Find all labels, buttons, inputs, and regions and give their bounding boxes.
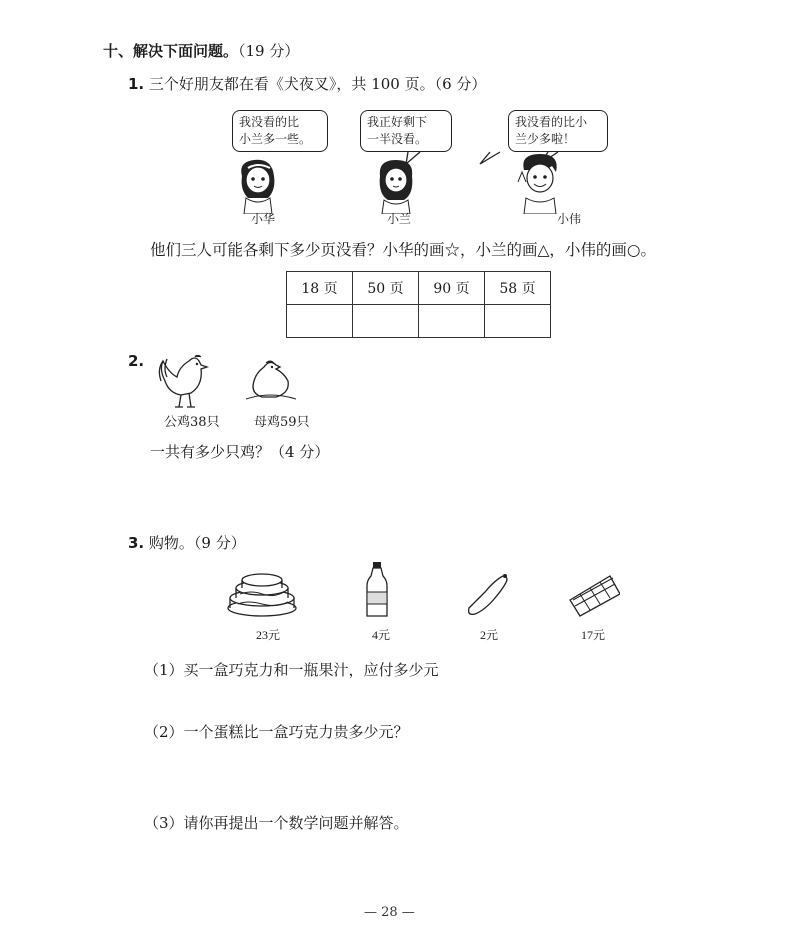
xiaowei-figure bbox=[518, 154, 557, 214]
section-title bbox=[103, 40, 299, 61]
bubble-xiaohua-line1: 我没看的比 bbox=[239, 115, 300, 129]
table-header-cell: 58 页 bbox=[485, 272, 551, 305]
juice-price: 4元 bbox=[372, 628, 391, 642]
pages-table-header-row bbox=[287, 272, 551, 305]
table-header-cell: 50 页 bbox=[353, 272, 419, 305]
q1-instruction: 他们三人可能各剩下多少页没看？小华的画☆，小兰的画△，小伟的画○。 bbox=[150, 241, 656, 259]
bubble-xiaolan-line2: 一半没看。 bbox=[367, 132, 428, 146]
q1-text: 三个好朋友都在看《犬夜叉》，共 100 页。（6 分） bbox=[148, 75, 487, 93]
pages-table bbox=[286, 271, 551, 338]
q3-sub2: （2）一个蛋糕比一盒巧克力贵多少元？ bbox=[144, 723, 409, 741]
xiaolan-figure bbox=[380, 160, 413, 214]
juice-bottle-icon bbox=[367, 562, 387, 616]
caption-xiaolan: 小兰 bbox=[387, 212, 412, 226]
bubble-xiaowei bbox=[508, 110, 608, 152]
cake-icon bbox=[228, 574, 296, 616]
section-score: （19 分） bbox=[238, 42, 300, 60]
hen-label: 母鸡59只 bbox=[254, 415, 310, 430]
bubble-xiaohua-line2: 小兰多一些。 bbox=[239, 132, 312, 146]
q3-sub1: （1）买一盒巧克力和一瓶果汁，应付多少元 bbox=[144, 661, 439, 679]
answer-cell[interactable] bbox=[353, 305, 419, 338]
bubble-xiaolan bbox=[360, 110, 452, 152]
xiaohua-figure bbox=[241, 160, 274, 214]
pages-table-answer-row bbox=[287, 305, 551, 338]
answer-cell[interactable] bbox=[485, 305, 551, 338]
answer-cell[interactable] bbox=[419, 305, 485, 338]
chickens-illustration bbox=[155, 355, 315, 410]
caption-xiaowei: 小伟 bbox=[557, 212, 582, 226]
table-header-cell: 90 页 bbox=[419, 272, 485, 305]
characters-illustration bbox=[228, 150, 628, 214]
section-title-text: 十、解决下面问题。 bbox=[103, 42, 239, 60]
q2-question: 一共有多少只鸡？（4 分） bbox=[150, 443, 330, 461]
hen-icon bbox=[246, 361, 296, 399]
answer-cell[interactable] bbox=[287, 305, 353, 338]
sausage-icon bbox=[469, 574, 507, 614]
sausage-price: 2元 bbox=[480, 628, 499, 642]
caption-xiaohua: 小华 bbox=[251, 212, 276, 226]
bubble-xiaowei-line2: 兰少多啦！ bbox=[515, 132, 576, 146]
rooster-icon bbox=[159, 355, 207, 407]
bubble-xiaolan-line1: 我正好剩下 bbox=[367, 115, 428, 129]
bubble-xiaohua bbox=[232, 110, 328, 152]
cake-price: 23元 bbox=[256, 628, 281, 642]
chocolate-price: 17元 bbox=[581, 628, 606, 642]
bubble-xiaowei-line1: 我没看的比小 bbox=[515, 115, 588, 129]
q3-header bbox=[128, 532, 246, 553]
q3-sub3: （3）请你再提出一个数学问题并解答。 bbox=[144, 814, 409, 832]
q1-number: 1. bbox=[128, 75, 145, 93]
page-number: — 28 — bbox=[364, 905, 415, 920]
rooster-label: 公鸡38只 bbox=[164, 415, 220, 430]
chocolate-icon bbox=[570, 576, 620, 616]
q2-number: 2. bbox=[128, 352, 145, 370]
shopping-items-illustration bbox=[220, 560, 620, 620]
q1-header bbox=[128, 73, 486, 94]
table-header-cell: 18 页 bbox=[287, 272, 353, 305]
q3-number: 3. bbox=[128, 534, 145, 552]
q3-title: 购物。（9 分） bbox=[148, 534, 246, 552]
